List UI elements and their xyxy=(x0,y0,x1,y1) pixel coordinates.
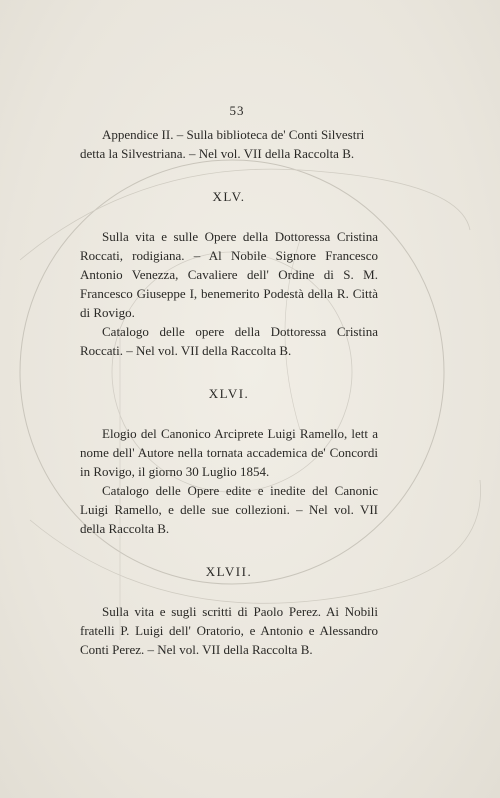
section-paragraph: Catalogo delle Opere edite e inedite del Canonic Luigi Ramello, e delle sue collezioni. – Nel vol. VII della Raccolta B. xyxy=(80,483,378,536)
section-heading: XLVI. xyxy=(208,386,250,401)
section-paragraph: Elogio del Canonico Arciprete Luigi Ramello, lett a nome dell' Autore nella tornata accademica de' Concordi in Rovigo, il giorno 30 Luglio 1854. xyxy=(80,426,378,479)
intro-line: Appendice II. – Sulla biblioteca de' Conti Silvestri xyxy=(102,127,365,142)
section-paragraph: Sulla vita e sulle Opere della Dottoressa Cristina Roccati, rodigiana. – Al Nobile Signore Francesco Antonio Venezza, Cavaliere dell' Ordine di S. M. Francesco Giuseppe I, benemerito Podestà della R. Città di Rovigo. xyxy=(80,229,378,320)
intro-line: detta la Silvestriana. – Nel vol. VII della Raccolta B. xyxy=(80,146,355,161)
section-paragraph: Sulla vita e sugli scritti di Paolo Perez. Ai Nobili fratelli P. Luigi dell' Oratorio, e Antonio e Alessandro Conti Perez. – Nel vol. VII della Raccolta B. xyxy=(80,604,378,657)
page-content xyxy=(80,103,378,659)
section-heading: XLV. xyxy=(212,189,246,204)
section-paragraph: Catalogo delle opere della Dottoressa Cristina Roccati. – Nel vol. VII della Raccolta B. xyxy=(80,324,378,358)
page-number: 53 xyxy=(229,103,245,118)
section-heading: XLVII. xyxy=(205,564,253,579)
